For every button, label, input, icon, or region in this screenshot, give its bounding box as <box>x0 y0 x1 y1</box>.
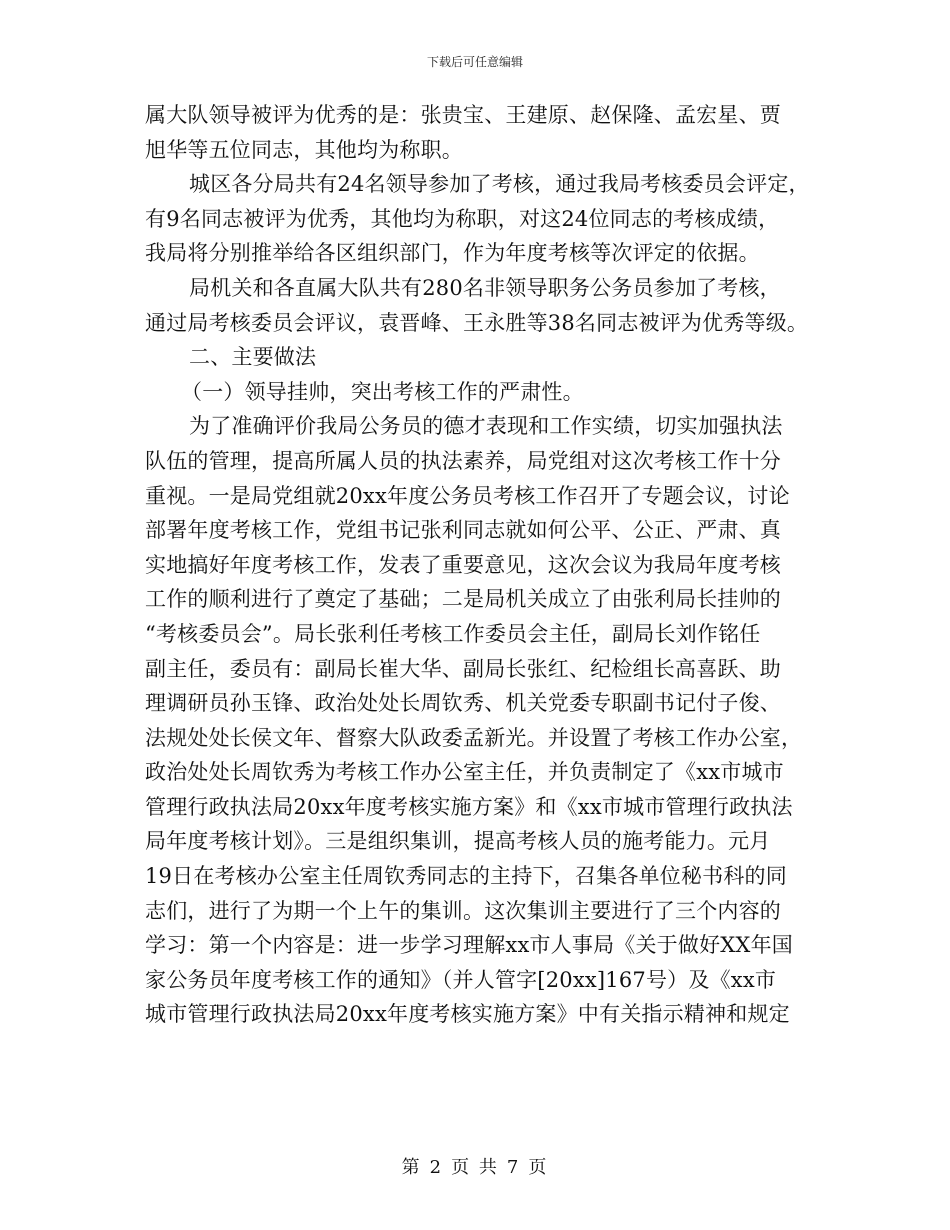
total-pages: 7 <box>506 1157 521 1178</box>
text-line: 队伍的管理，提高所属人员的执法素养，局党组对这次考核工作十分 <box>145 448 781 473</box>
document-body <box>145 98 820 1032</box>
text-line: 志们，进行了为期一个上午的集训。这次集训主要进行了三个内容的 <box>145 898 781 923</box>
text-line: 学习：第一个内容是：进一步学习理解xx市人事局《关于做好XX年国 <box>145 933 793 958</box>
text-line: 家公务员年度考核工作的通知》（并人管字[20xx]167号）及《xx市 <box>145 967 777 992</box>
text-line: 管理行政执法局20xx年度考核实施方案》和《xx市城市管理行政执法 <box>145 794 793 819</box>
paragraph-start: 为了准确评价我局公务员的德才表现和工作实绩，切实加强执法 <box>189 414 783 439</box>
subsection-heading: （一）领导挂帅，突出考核工作的严肃性。 <box>181 379 584 404</box>
text-line: 我局将分别推举给各区组织部门，作为年度考核等次评定的依据。 <box>145 241 760 266</box>
paragraph-start: 城区各分局共有24名领导参加了考核，通过我局考核委员会评定， <box>189 172 810 197</box>
text-line: 工作的顺利进行了奠定了基础；二是局机关成立了由张利局长挂帅的 <box>145 587 781 612</box>
paragraph-start: 局机关和各直属大队共有280名非领导职务公务员参加了考核， <box>189 275 781 300</box>
text-line: 19日在考核办公室主任周钦秀同志的主持下，召集各单位秘书科的同 <box>145 864 787 889</box>
page-footer <box>0 1153 950 1179</box>
text-line: 属大队领导被评为优秀的是：张贵宝、王建原、赵保隆、孟宏星、贾 <box>145 103 781 127</box>
text-line: 旭华等五位同志，其他均为称职。 <box>145 137 463 162</box>
text-line: 有9名同志被评为优秀，其他均为称职，对这24位同志的考核成绩， <box>145 206 780 231</box>
header-note: 下载后可任意编辑 <box>426 55 523 69</box>
text-line: 城市管理行政执法局20xx年度考核实施方案》中有关指示精神和规定 <box>145 1002 790 1027</box>
text-line: 法规处处长侯文年、督察大队政委孟新光。并设置了考核工作办公室， <box>145 725 803 750</box>
text-line: 政治处处长周钦秀为考核工作办公室主任，并负责制定了《xx市城市 <box>145 760 784 785</box>
text-line: “考核委员会”。局长张利任考核工作委员会主任，副局长刘作铭任 <box>145 621 761 646</box>
text-line: 部署年度考核工作，党组书记张利同志就如何公平、公正、严肃、真 <box>145 518 781 543</box>
text-line: 通过局考核委员会评议，袁晋峰、王永胜等38名同志被评为优秀等级。 <box>145 310 809 335</box>
text-line: 实地搞好年度考核工作，发表了重要意见，这次会议为我局年度考核 <box>145 552 781 577</box>
text-line: 副主任，委员有：副局长崔大华、副局长张红、纪检组长高喜跃、助 <box>145 656 781 681</box>
footer-middle: 页 共 <box>451 1157 499 1178</box>
footer-prefix: 第 <box>401 1157 422 1178</box>
text-line: 重视。一是局党组就20xx年度公务员考核工作召开了专题会议，讨论 <box>145 483 790 508</box>
text-line: 理调研员孙玉锋、政治处处长周钦秀、机关党委专职副书记付子俊、 <box>145 691 781 716</box>
current-page-number: 2 <box>429 1157 444 1178</box>
text-line: 局年度考核计划》。三是组织集训，提高考核人员的施考能力。元月 <box>145 829 771 854</box>
section-heading: 二、主要做法 <box>189 345 317 370</box>
footer-suffix: 页 <box>528 1157 549 1178</box>
